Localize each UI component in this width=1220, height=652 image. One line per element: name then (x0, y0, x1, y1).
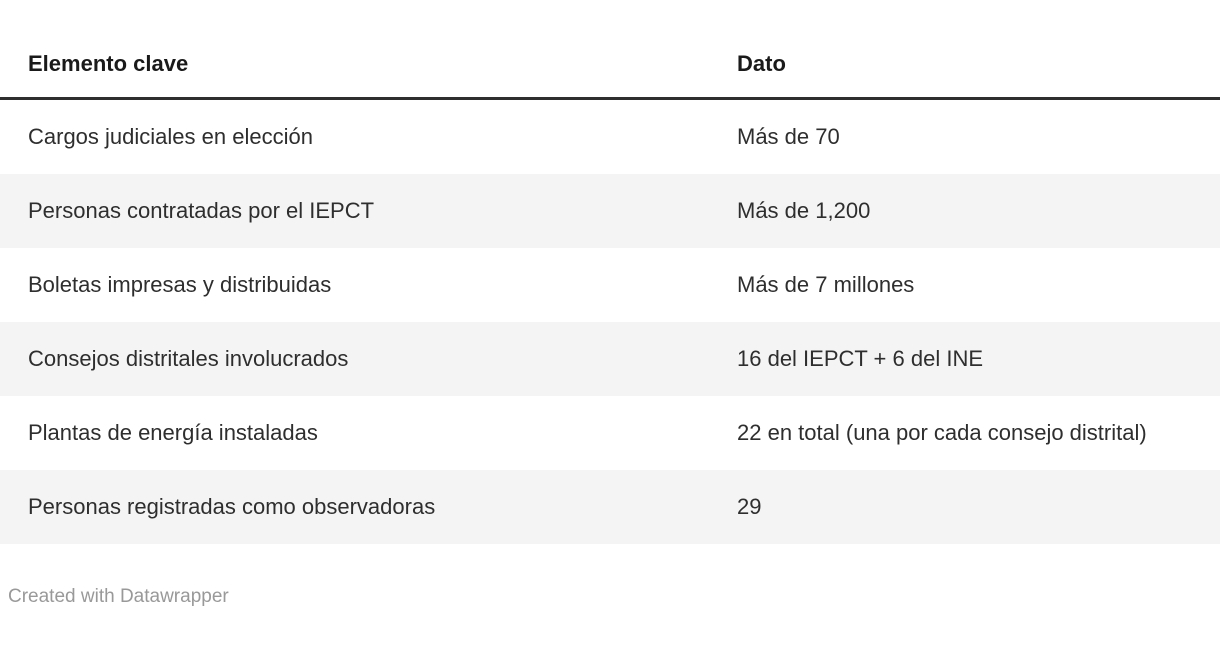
table-row (0, 322, 1220, 396)
table-row (0, 99, 1220, 175)
row-value-cell: 29 (709, 470, 1220, 544)
row-value-cell: Más de 7 millones (737, 272, 915, 297)
row-key-cell: Boletas impresas y distribuidas (28, 272, 332, 297)
column-header-dato: Dato (709, 34, 1220, 99)
table-row (0, 470, 1220, 544)
table-row (0, 396, 1220, 470)
row-key-cell: Plantas de energía instaladas (28, 420, 318, 445)
row-value-cell: 16 del IEPCT + 6 del INE (709, 322, 1220, 396)
key-facts-table (0, 34, 1220, 544)
table-row (0, 248, 1220, 322)
row-value-cell: 22 en total (una por cada consejo distrital) (737, 420, 1147, 445)
table-header-row (0, 34, 1220, 99)
column-header-elemento-clave: Elemento clave (0, 34, 709, 99)
datawrapper-attribution-link[interactable]: Created with Datawrapper (8, 586, 229, 607)
attribution-footer (0, 586, 1220, 608)
row-value-cell: Más de 70 (737, 124, 840, 149)
row-value-cell: Más de 1,200 (709, 174, 1220, 248)
row-key-cell: Consejos distritales involucrados (0, 322, 709, 396)
table-row (0, 174, 1220, 248)
row-key-cell: Personas registradas como observadoras (0, 470, 709, 544)
row-key-cell: Cargos judiciales en elección (28, 124, 313, 149)
row-key-cell: Personas contratadas por el IEPCT (0, 174, 709, 248)
